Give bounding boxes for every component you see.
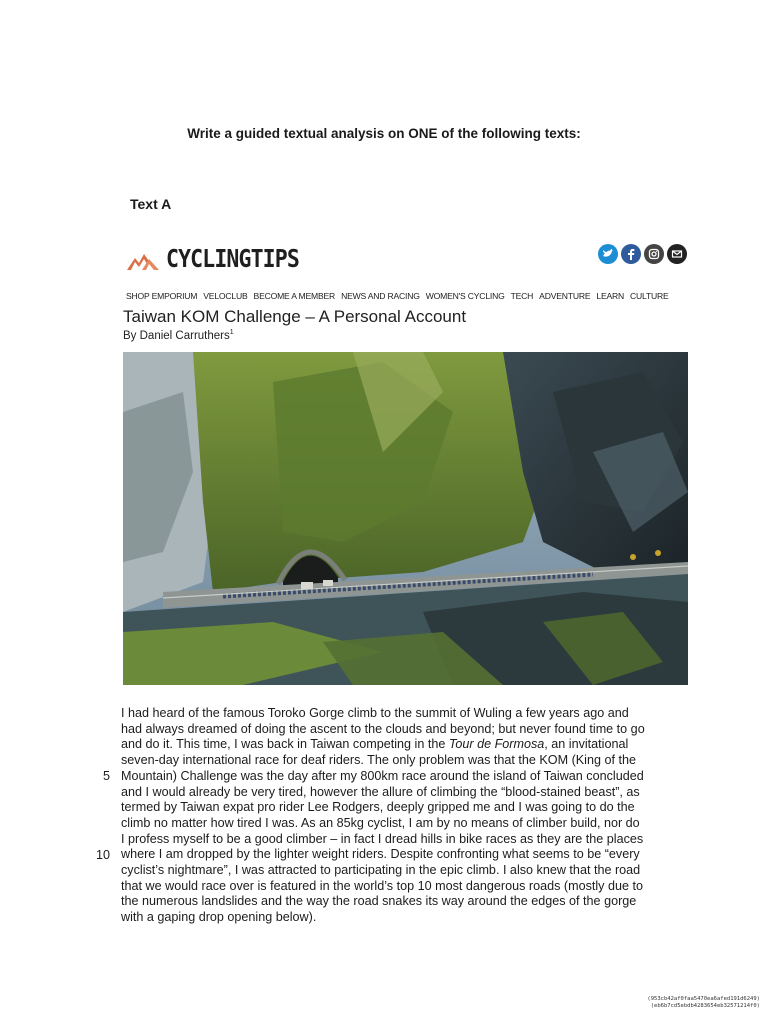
body-line: seven-day international race for deaf riders. The only problem was that the KOM (King of the <box>121 753 636 768</box>
instagram-icon[interactable] <box>644 244 664 264</box>
body-line: with a gaping drop opening below). <box>121 910 317 925</box>
body-line: I profess myself to be a good climber – in fact I dread hills in bike races as they are the places <box>121 831 644 846</box>
article-title: Taiwan KOM Challenge – A Personal Account <box>123 307 467 326</box>
nav-culture[interactable]: CULTURE <box>630 291 669 301</box>
social-icons <box>598 244 687 264</box>
nav-become-member[interactable]: BECOME A MEMBER <box>253 291 336 301</box>
body-line: the numerous landslides and the way the road snakes its way around the edges of the gorge <box>121 894 637 909</box>
text-label: Text A <box>130 196 172 212</box>
body-line: and I would already be very tired, however the allure of climbing the “blood-stained beast”, as <box>121 784 640 799</box>
nav-womens-cycling[interactable]: WOMEN'S CYCLING <box>425 291 505 301</box>
nav-news-racing[interactable]: NEWS AND RACING <box>341 291 420 301</box>
article-byline: By Daniel Carruthers$^1$ <box>123 329 234 342</box>
instruction-heading: Write a guided textual analysis on ONE of the following texts: <box>187 126 581 141</box>
nav-veloclub[interactable]: VELOCLUB <box>203 291 248 301</box>
document-hash: (953cb42af0faa5470ea6afed191d6249) <box>647 996 760 1002</box>
gorge-photo <box>123 352 688 685</box>
line-number-5: 5 <box>102 769 110 783</box>
body-line: that we would race over is featured in the world’s top 10 most dangerous roads (mostly due to <box>121 878 643 893</box>
site-logo[interactable] <box>126 244 321 273</box>
line-number-10: 10 <box>95 848 110 862</box>
body-line: where I am dropped by the lighter weight riders. Despite confronting what seems to be “every <box>121 847 640 862</box>
body-line: cyclist’s nightmare”, I was attracted to participating in the epic climb. I also knew that the road <box>121 863 641 878</box>
body-line: and do it. This time, I was back in Taiwan competing in the Tour de Formosa, an invitational <box>121 737 629 752</box>
body-line: termed by Taiwan expat pro rider Lee Rodgers, deeply gripped me and I was going to do the <box>121 800 635 815</box>
logo-text: CYCLINGTIPS <box>166 244 299 273</box>
logo-mark-icon <box>126 246 160 272</box>
email-icon[interactable] <box>667 244 687 264</box>
article-body <box>121 706 693 926</box>
footnote-mark: 1 <box>229 329 234 336</box>
nav-learn[interactable]: LEARN <box>596 291 625 301</box>
nav-tech[interactable]: TECH <box>510 291 534 301</box>
nav-shop-emporium[interactable]: SHOP EMPORIUM <box>126 291 198 301</box>
document-hash-2: (eb6b7cd5ebdb4283654eb32571214f0) <box>650 1003 760 1009</box>
site-nav <box>126 291 669 301</box>
body-line: climb no matter how tired I was. As an 85kg cyclist, I am by no means of climber build, nor do <box>121 815 640 830</box>
body-line: had always dreamed of doing the ascent to the clouds and beyond; but never found time to go <box>121 721 645 736</box>
body-line: I had heard of the famous Toroko Gorge climb to the summit of Wuling a few years ago and <box>121 706 629 720</box>
body-line: Mountain) Challenge was the day after my 800km race around the island of Taiwan concluded <box>121 768 644 783</box>
nav-adventure[interactable]: ADVENTURE <box>539 291 591 301</box>
twitter-icon[interactable] <box>598 244 618 264</box>
facebook-icon[interactable] <box>621 244 641 264</box>
